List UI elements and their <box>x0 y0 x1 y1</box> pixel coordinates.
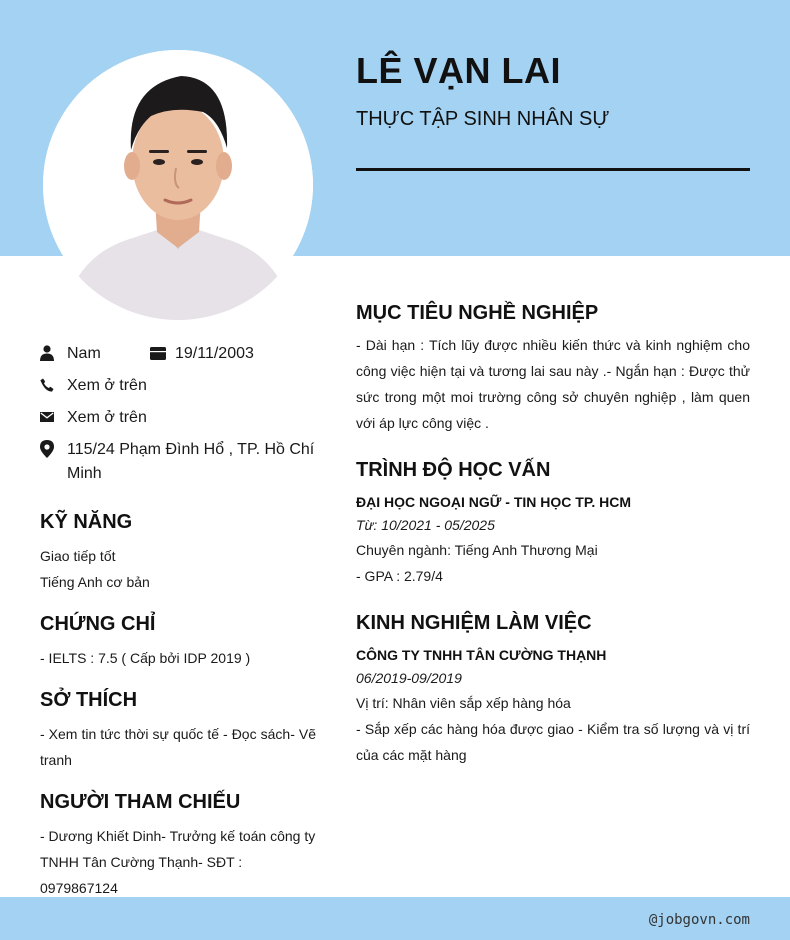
experience-company: CÔNG TY TNHH TÂN CƯỜNG THẠNH <box>356 647 607 663</box>
phone-value: Xem ở trên <box>67 377 147 394</box>
certificates-heading: CHỨNG CHỈ <box>40 613 156 635</box>
skill-item: Tiếng Anh cơ bản <box>40 574 150 590</box>
education-heading: TRÌNH ĐỘ HỌC VẤN <box>356 459 551 481</box>
certificates-text: - IELTS : 7.5 ( Cấp bởi IDP 2019 ) <box>40 650 251 666</box>
address-value: 115/24 Phạm Đình Hổ , TP. Hồ Chí Minh <box>67 441 315 482</box>
avatar <box>43 50 313 320</box>
experience-dates: 06/2019-09/2019 <box>356 670 462 686</box>
person-icon <box>40 345 54 361</box>
email-value: Xem ở trên <box>67 409 147 426</box>
hobbies-text: - Xem tin tức thời sự quốc tế - Đọc sách- Vẽ tranh <box>40 726 316 768</box>
gender-row <box>40 342 101 366</box>
skills-heading: KỸ NĂNG <box>40 511 133 533</box>
envelope-icon <box>40 409 54 425</box>
experience-position: Vị trí: Nhân viên sắp xếp hàng hóa <box>356 695 571 711</box>
education-major: Chuyên ngành: Tiếng Anh Thương Mại <box>356 542 598 558</box>
candidate-name: LÊ VẠN LAI <box>356 50 562 91</box>
gender-value: Nam <box>67 345 101 362</box>
skill-item: Giao tiếp tốt <box>40 548 116 564</box>
footer-watermark: @jobgovn.com <box>648 912 750 928</box>
experience-description: - Sắp xếp các hàng hóa được giao - Kiểm tra số lượng và vị trí của các mặt hàng <box>356 721 750 763</box>
education-dates: Từ: 10/2021 - 05/2025 <box>356 517 495 533</box>
experience-heading: KINH NGHIỆM LÀM VIỆC <box>356 612 592 634</box>
job-title: THỰC TẬP SINH NHÂN SỰ <box>356 108 610 130</box>
objective-heading: MỤC TIÊU NGHỀ NGHIỆP <box>356 302 599 324</box>
hobbies-heading: SỞ THÍCH <box>40 689 138 711</box>
references-heading: NGƯỜI THAM CHIẾU <box>40 791 241 813</box>
education-school: ĐẠI HỌC NGOẠI NGỮ - TIN HỌC TP. HCM <box>356 494 632 510</box>
references-text: - Dương Khiết Dinh- Trưởng kế toán công ty TNHH Tân Cường Thạnh- SĐT : 0979867124 <box>40 828 316 896</box>
phone-row <box>40 374 147 398</box>
dob-row <box>150 342 254 366</box>
title-divider <box>356 168 750 171</box>
calendar-icon <box>150 345 166 361</box>
education-gpa: - GPA : 2.79/4 <box>356 568 443 584</box>
profile-photo <box>43 50 313 320</box>
objective-text: - Dài hạn : Tích lũy được nhiều kiến thức và kinh nghiệm cho công việc hiện tại và tương lai sau này .- Ngắn hạn : Được thử sức trong một moi trường công sở chuyên nghiệp , làm quen với áp lực công việc . <box>356 337 750 431</box>
location-pin-icon <box>40 441 54 457</box>
phone-icon <box>40 377 54 393</box>
address-row <box>40 438 320 486</box>
email-row <box>40 406 147 430</box>
dob-value: 19/11/2003 <box>175 345 254 362</box>
